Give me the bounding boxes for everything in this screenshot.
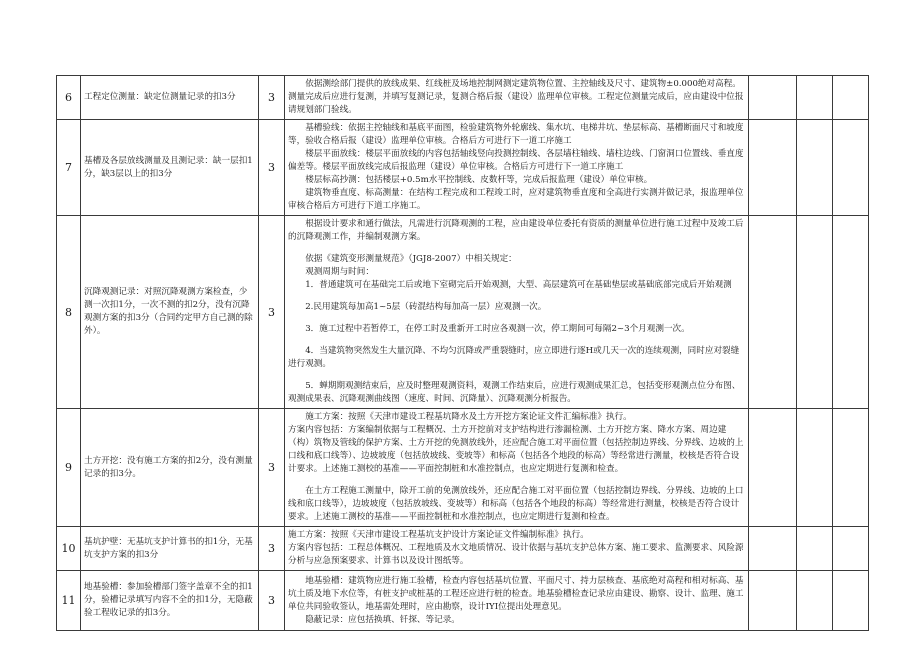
row-number: 7 <box>57 120 81 216</box>
table-row <box>57 216 869 409</box>
check-item: 沉降观测记录：对照沉降观测方案检查，少测一次扣1分，一次不测的扣2分，没有沉降观测方案的扣3分（合同约定甲方自己测的除外）。 <box>81 216 259 409</box>
requirement-text <box>285 409 749 527</box>
row-number: 11 <box>57 571 81 631</box>
requirement-paragraph: 1．普通建筑可在基础完工后或地下室砌完后开始观测，大型、高层建筑可在基础垫层或基础底部完成后开始观测 <box>305 280 732 290</box>
blank-cell-c <box>833 216 869 409</box>
requirement-paragraph: 施工方案：按照《天津市建设工程基坑支护设计方案论证文件编制标准》执行。 <box>288 530 589 540</box>
row-number: 8 <box>57 216 81 409</box>
table-row <box>57 120 869 216</box>
row-number: 10 <box>57 527 81 571</box>
requirement-text <box>285 527 749 571</box>
score-value: 3 <box>259 527 285 571</box>
blank-cell-c <box>833 527 869 571</box>
requirement-paragraph: 隐蔽记录：应包括换填、钎探、等记录。 <box>305 614 460 625</box>
requirement-paragraph: 3．施工过程中若暂停工，在停工时及重新开工时应各观测一次，停工期间可每隔2~3个月观测一次。 <box>305 324 690 334</box>
paragraph-gap <box>288 292 745 301</box>
table-row <box>57 76 869 120</box>
blank-cell-a <box>749 527 797 571</box>
score-value: 3 <box>259 409 285 527</box>
blank-cell-b <box>797 527 833 571</box>
blank-cell-a <box>749 120 797 216</box>
row-number: 6 <box>57 76 81 120</box>
requirement-paragraph: 地基验槽：建筑物应进行施工验槽，检查内容包括基坑位置、平面尺寸、持力层核查、基底绝对高程和相对标高、基坑土质及地下水位等，有桩支护或桩基的工程还应进行桩的检查。地基验槽检查记录应由建设、勘察、设计、监理、施工单位共同验收签认，地基需处理时，应由勘察，设计IYI位提出处理意见。 <box>288 575 744 612</box>
requirement-paragraph: 楼层平面放线：楼层平面放线的内容包括轴线竖向投测控制线、各层墙柱轴线、墙柱边线、门窗洞口位置线、垂直度偏差等。楼层平面放线完成后报监理（建设）单位审核。合格后方可进行下一道工序施工 <box>288 149 744 172</box>
blank-cell-a <box>749 76 797 120</box>
paragraph-gap <box>288 476 745 485</box>
check-item: 地基验槽：参加验槽部门签字盖章不全的扣1分，验槽记录填写内容不全的扣1分，无隐蔽验工程收记录的扣3分。 <box>81 571 259 631</box>
requirement-text <box>285 120 749 216</box>
blank-cell-b <box>797 216 833 409</box>
paragraph-gap <box>288 336 745 345</box>
requirement-paragraph: 施工方案：按照《天津市建设工程基坑降水及土方开挖方案论证文件汇编标准》执行。 <box>305 412 632 422</box>
row-number: 9 <box>57 409 81 527</box>
requirement-paragraph: 在土方工程施工测量中，除开工前的免测放线外，还应配合施工对平面位置（包括控制边界线、分界线、边坡的上口线和底口线等），边坡坡度（包括放坡线、变坡等）和标高（包括各个地段的标高）等经常进行测量，校核是否符合设计要求。上述施工测校的基准——平面控制桩和水准控制点，也应定期进行复测和检查。 <box>288 486 744 522</box>
requirement-paragraph: 依据《建筑变形测量规范》（JGJ8-2007）中相关规定： <box>305 254 517 264</box>
blank-cell-c <box>833 409 869 527</box>
requirement-text <box>285 216 749 409</box>
blank-cell-c <box>833 571 869 631</box>
blank-cell-c <box>833 120 869 216</box>
score-value: 3 <box>259 120 285 216</box>
check-item: 土方开挖：没有施工方案的扣2分，没有测量记录的扣3分。 <box>81 409 259 527</box>
requirement-paragraph: 根据设计要求和通行做法，凡需进行沉降观测的工程，应由建设单位委托有资质的测量单位进行施工过程中及竣工后的沉降观测工作，并编制观测方案。 <box>288 219 744 242</box>
requirement-paragraph: 楼层标高抄测：包括楼层+0.5m水平控制线、皮数杆等，完成后报监理（建设）单位审核。 <box>305 175 653 185</box>
check-item: 工程定位测量：缺定位测量记录的扣3分 <box>81 76 259 120</box>
requirement-paragraph: 建筑物垂直度、标高测量：在结构工程完成和工程竣工时，应对建筑物垂直度和全高进行实测并做记录，报监理单位审核合格后方可进行下道工序施工。 <box>288 188 744 211</box>
table-row <box>57 527 869 571</box>
score-value: 3 <box>259 216 285 409</box>
requirement-paragraph: 基槽验线：依据主控轴线和基底平面图，检验建筑物外轮廓线、集水坑、电梯井坑、垫层标高、基槽断面尺寸和坡度等，验收合格后报（建设）监理单位审核。合格后方可进行下一道工序施工 <box>288 123 744 146</box>
table-row <box>57 409 869 527</box>
requirement-text <box>285 571 749 631</box>
check-item: 基槽及各层放线测量及且测记录：缺一层扣1分，缺3层以上的扣3分 <box>81 120 259 216</box>
blank-cell-a <box>749 216 797 409</box>
requirement-paragraph: 观测周期与时间： <box>305 267 374 277</box>
blank-cell-c <box>833 76 869 120</box>
paragraph-gap <box>288 244 745 253</box>
requirement-paragraph: 4．当建筑物突然发生大量沉降、不均匀沉降或严重裂缝时，应立即进行逐H或几天一次的连续观测，同时应对裂缝进行观测。 <box>288 346 740 369</box>
requirement-paragraph: 方案内容包括：工程总体概况、工程地质及水文地质情况、设计依据与基坑支护总体方案、施工要求、监测要求、风险源分析与应急预案要求、计算书以及设计图纸等。 <box>288 543 744 566</box>
requirement-text <box>285 76 749 120</box>
requirement-paragraph: 5．蝉期期观测结束后，应及时整理观测资料，观测工作结束后，应进行观测成果汇总，包括变形观测点位分布图、观测成果表、沉降观测曲线图（速度、时间、沉降量）、沉降观测分析报告。 <box>288 381 741 404</box>
check-item: 基坑护壁：无基坑支护计算书的扣1分，无基坑支护方案的扣3分 <box>81 527 259 571</box>
score-value: 3 <box>259 571 285 631</box>
blank-cell-b <box>797 76 833 120</box>
blank-cell-b <box>797 120 833 216</box>
score-value: 3 <box>259 76 285 120</box>
blank-cell-a <box>749 571 797 631</box>
requirement-paragraph: 2.民用建筑每加高1~5层（砖混结构每加高一层）应观测一次。 <box>305 302 547 312</box>
paragraph-gap <box>288 314 745 323</box>
inspection-table <box>56 75 869 631</box>
blank-cell-b <box>797 409 833 527</box>
blank-cell-a <box>749 409 797 527</box>
table-row <box>57 571 869 631</box>
requirement-paragraph: 方案内容包括：方案编制依据与工程概况、土方开挖前对支护结构进行渗漏检测、土方开挖方案、降水方案、周边建（构）筑物及管线的保护方案、土方开挖的免测放线外，还应配合施工对平面位置（包括控制边界线、分界线、边坡的上口线和底口线等）、边坡坡度（包括放坡线、变坡等）和标高（包括各个地段的标高）等经常进行测量，校核是否符合设计要求。上述施工测校的基准——平面控制桩和水准控制点，也应定期进行复测和检查。 <box>288 425 744 474</box>
requirement-paragraph: 依据测绘部门提供的放线成果、红线桩及场地控制网测定建筑物位置、主控轴线及尺寸、建筑物±0.000绝对高程。测量完成后应进行复测，并填写复测记录，复测合格后报（建设）监理单位审核。工程定位测量完成后，应由建设中位报请规划部门验线。 <box>288 79 744 115</box>
blank-cell-b <box>797 571 833 631</box>
paragraph-gap <box>288 371 745 380</box>
